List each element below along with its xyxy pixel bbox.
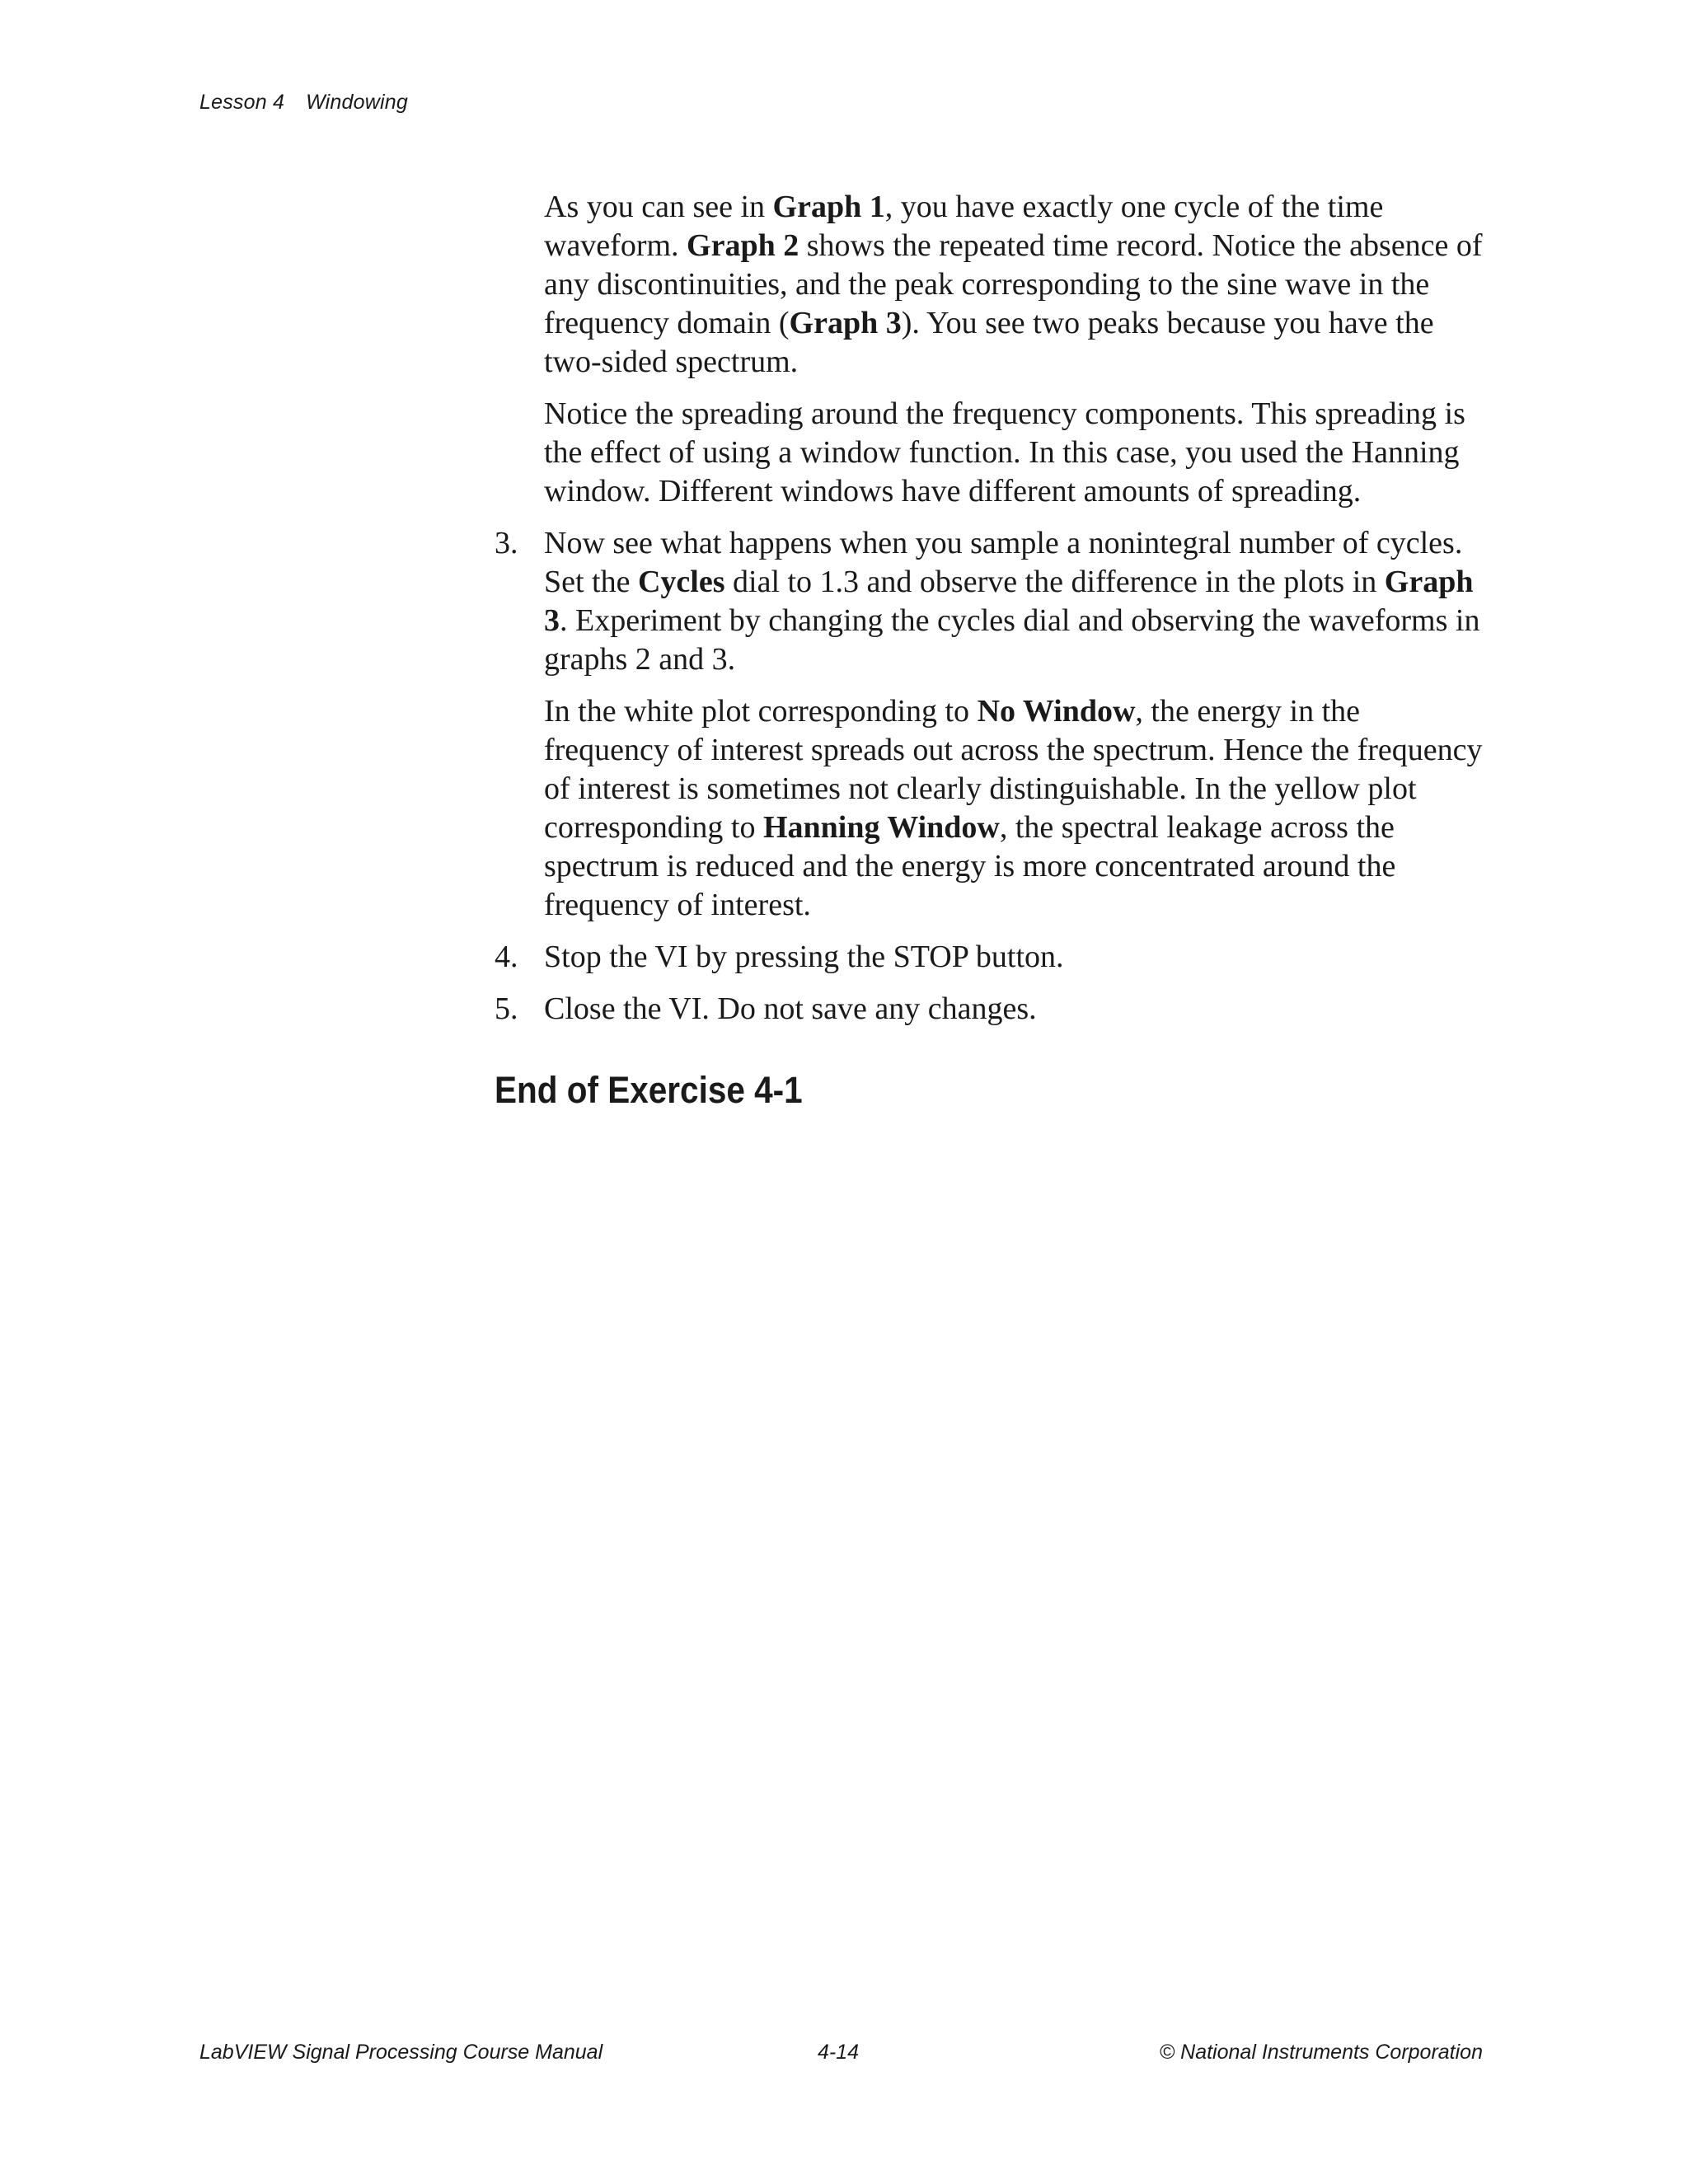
footer-copyright: © National Instruments Corporation <box>1159 2041 1483 2064</box>
step-4-text: Stop the VI by pressing the STOP button. <box>544 940 1064 974</box>
step-number: 3. <box>495 526 518 560</box>
end-of-exercise-heading: End of Exercise 4-1 <box>495 1069 803 1111</box>
paragraph-window-comparison: In the white plot corresponding to No Window, the energy in the frequency of interest spreads out across the spectrum. Hence the frequency of interest is sometimes not clearly distinguishable. In the yellow plot corresponding to Hanning Window, the spectral leakage across the spectrum is reduced and the energy is more concentrated around the frequency of interest. <box>544 694 1483 922</box>
step-3-text: Now see what happens when you sample a nonintegral number of cycles. Set the Cycles dial to 1.3 and observe the difference in the plots in Graph 3. Experiment by changing the cycles dial and observing the waveforms in graphs 2 and 3. <box>544 526 1480 677</box>
step-5 <box>495 990 1484 1029</box>
running-header <box>199 91 408 115</box>
term-graph-1: Graph 1 <box>772 190 885 224</box>
footer-page-number: 4-14 <box>818 2041 860 2064</box>
step-5-text: Close the VI. Do not save any changes. <box>544 991 1037 1026</box>
step-number: 5. <box>495 991 518 1026</box>
step-number: 4. <box>495 940 518 974</box>
term-cycles: Cycles <box>637 565 725 599</box>
step-3 <box>495 524 1484 925</box>
term-graph-3: Graph 3 <box>544 565 1474 638</box>
term-hanning-window: Hanning Window <box>762 810 1000 845</box>
paragraph-graph-description: As you can see in Graph 1, you have exactly one cycle of the time waveform. Graph 2 shows the repeated time record. Notice the absence of any discontinuities, and the peak corresponding to the sine wave in the frequency domain (Graph 3). You see two peaks because you have the two-sided spectrum. <box>544 190 1483 379</box>
header-lesson: Lesson 4 <box>199 91 285 114</box>
page-body <box>495 188 1484 1113</box>
step-4 <box>495 938 1484 977</box>
paragraph-spreading: Notice the spreading around the frequency components. This spreading is the effect of using a window function. In this case, you used the Hanning window. Different windows have different amounts of spreading. <box>544 396 1465 509</box>
term-graph-2: Graph 2 <box>687 228 799 263</box>
header-section: Windowing <box>306 91 408 114</box>
footer-manual-title: LabVIEW Signal Processing Course Manual <box>199 2041 603 2064</box>
term-graph-3: Graph 3 <box>789 306 902 340</box>
term-no-window: No Window <box>977 694 1136 729</box>
